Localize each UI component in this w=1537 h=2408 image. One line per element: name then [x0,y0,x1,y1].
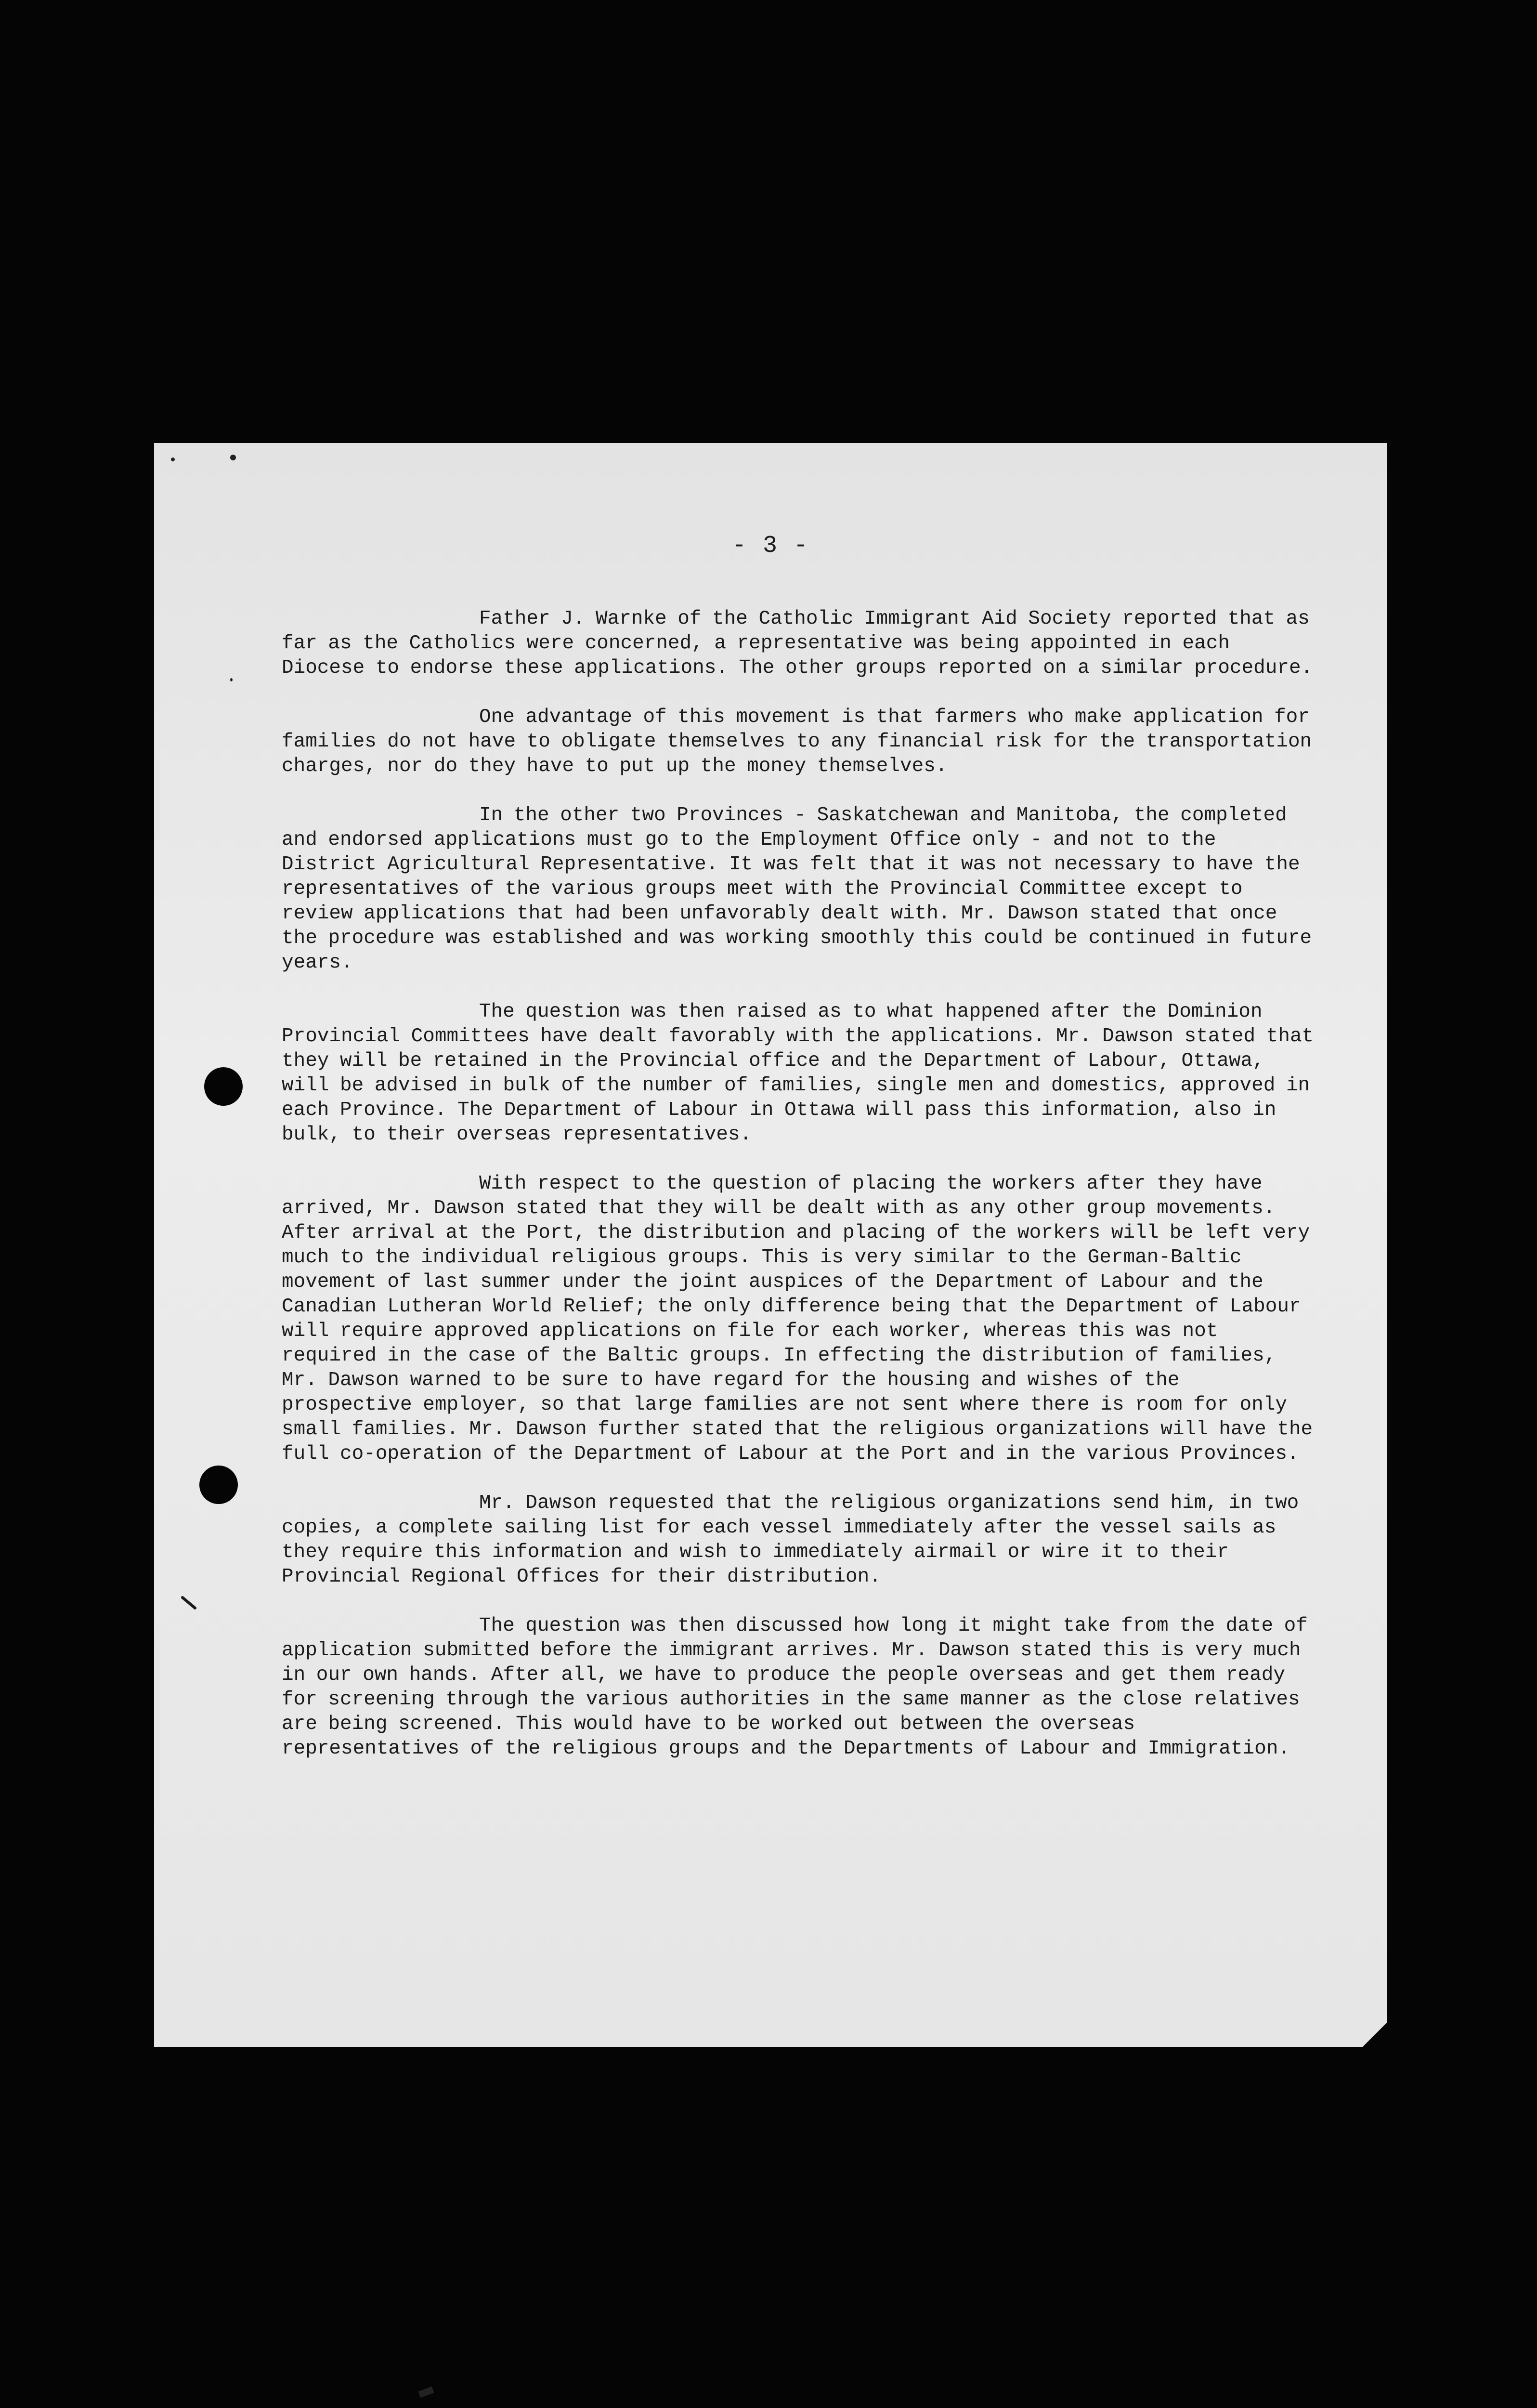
page-speck [171,458,175,461]
letter-body [282,607,1317,1786]
page-number: - 3 - [731,532,809,560]
paragraph-advantage: One advantage of this movement is that farmers who make application for families do not have to obligate themselves to any financial risk for the transportation charges, nor do they have to put up the money themselves. [282,706,1312,777]
paragraph-dominion-committees: The question was then raised as to what happened after the Dominion Provincial Committees have dealt favorably with the applications. Mr. Dawson stated that they will be retained in the Provincial office and the Department of Labour, Ottawa, will be advised in bulk of the number of families, single men and domestics, approved in each Province. The Department of Labour in Ottawa will pass this information, also in bulk, to their overseas representatives. [282,1001,1314,1146]
page-speck [230,455,236,460]
film-speck [418,2386,434,2397]
punch-hole-lower [199,1466,238,1504]
paragraph-placing-workers: With respect to the question of placing the workers after they have arrived, Mr. Dawson stated that they will be dealt with as any other group movements. After arrival at the Port, the distribution and placing of the workers will be left very much to the individual religious groups. This is very similar to the German-Baltic movement of last summer under the joint auspices of the Department of Labour and the Canadian Lutheran World Relief; the only difference being that the Department of Labour will require approved applications on file for each worker, whereas this was not required in the case of the Baltic groups. In effecting the distribution of families, Mr. Dawson warned to be sure to have regard for the housing and wishes of the prospective employer, so that large families are not sent where there is room for only small families. Mr. Dawson further stated that the religious organizations will have the full co-operation of the Department of Labour at the Port and in the various Provinces. [282,1173,1313,1465]
document-page [154,443,1387,2047]
punch-hole-upper [204,1067,243,1106]
paragraph-other-provinces: In the other two Provinces - Saskatchewan and Manitoba, the completed and endorsed applications must go to the Employment Office only - and not to the District Agricultural Representative. It was felt that it was not necessary to have the representatives of the various groups meet with the Provincial Committee except to review applications that had been unfavorably dealt with. Mr. Dawson stated that once the procedure was established and was working smoothly this could be continued in future years. [282,804,1312,974]
paragraph-warnke-report: Father J. Warnke of the Catholic Immigrant Aid Society reported that as far as the Catholics were concerned, a representative was being appointed in each Diocese to endorse these applications. The other groups reported on a similar procedure. [282,608,1313,679]
paragraph-timing: The question was then discussed how long it might take from the date of application submitted before the immigrant arrives. Mr. Dawson stated this is very much in our own hands. After all, we have to produce the people overseas and get them ready for screening through the various authorities in the same manner as the close relatives are being screened. This would have to be worked out between the overseas representatives of the religious groups and the Departments of Labour and Immigration. [282,1615,1308,1760]
page-speck [230,678,233,681]
page-corner [1363,2023,1387,2047]
paragraph-sailing-list: Mr. Dawson requested that the religious organizations send him, in two copies, a complete sailing list for each vessel immediately after the vessel sails as they require this information and wish to immediately airmail or wire it to their Provincial Regional Offices for their distribution. [282,1492,1299,1588]
